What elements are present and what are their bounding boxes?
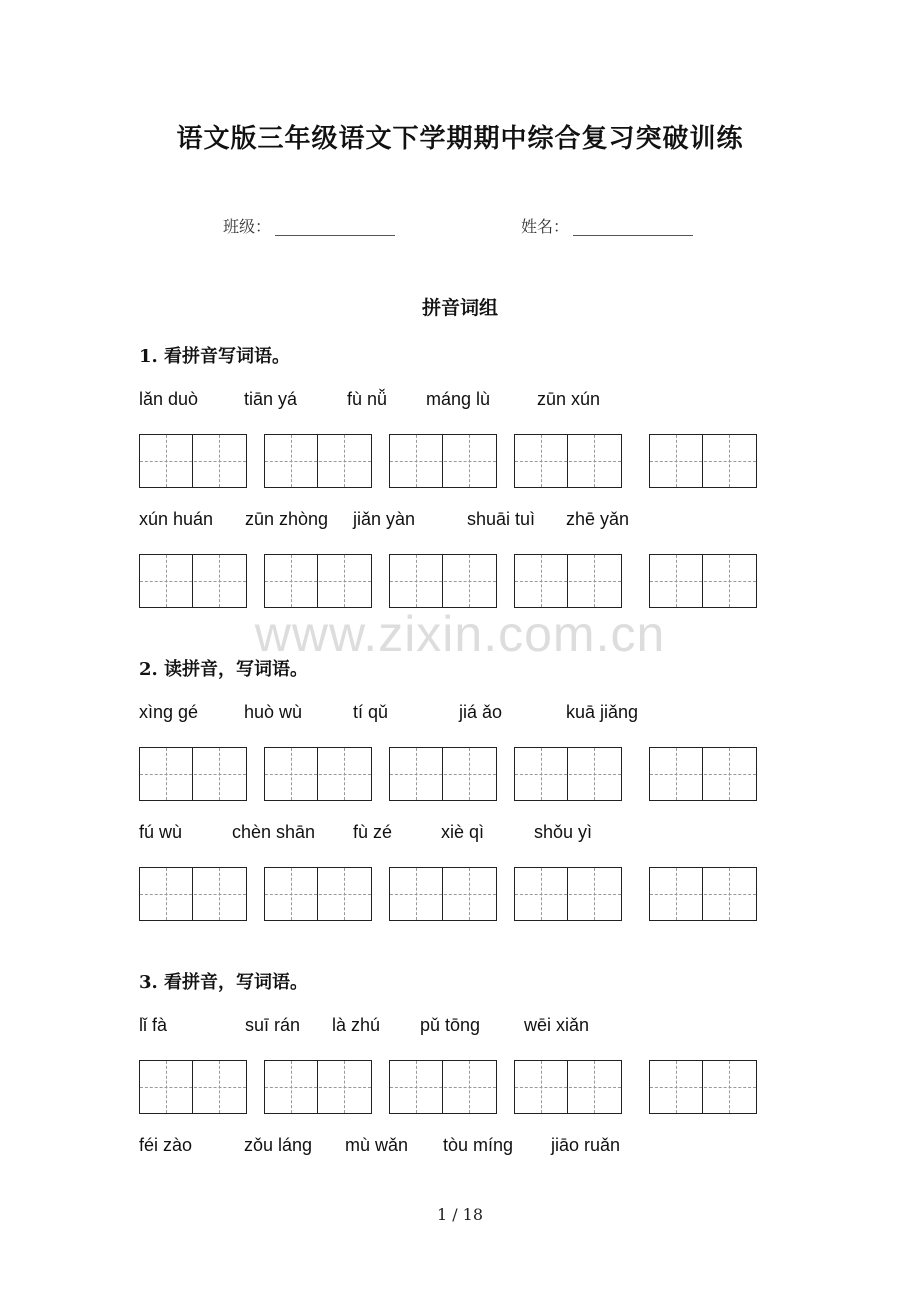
pinyin-word: chèn shān bbox=[232, 822, 316, 842]
page-number: 1 / 18 bbox=[436, 1205, 484, 1224]
pinyin-word: jiá ǎo bbox=[459, 702, 503, 722]
pinyin-word: mù wǎn bbox=[345, 1135, 409, 1155]
writing-box[interactable] bbox=[264, 434, 372, 488]
pinyin-word: wēi xiǎn bbox=[524, 1015, 590, 1035]
writing-box[interactable] bbox=[514, 434, 622, 488]
writing-box[interactable] bbox=[139, 867, 247, 921]
writing-box[interactable] bbox=[264, 747, 372, 801]
pinyin-word: tí qǔ bbox=[353, 702, 389, 722]
pinyin-word: tòu míng bbox=[443, 1135, 514, 1155]
class-label: 班级： bbox=[223, 217, 272, 236]
writing-box[interactable] bbox=[389, 554, 497, 608]
pinyin-word: lǐ fà bbox=[139, 1015, 168, 1035]
section-title: 拼音词组 bbox=[421, 297, 498, 319]
pinyin-word: xiè qì bbox=[441, 822, 485, 842]
pinyin-word: jiāo ruǎn bbox=[551, 1135, 621, 1155]
pinyin-word: suī rán bbox=[245, 1015, 301, 1035]
pinyin-word: zūn xún bbox=[537, 389, 601, 409]
class-field bbox=[223, 214, 395, 237]
pinyin-word: tiān yá bbox=[244, 389, 298, 409]
writing-box[interactable] bbox=[649, 867, 757, 921]
writing-box[interactable] bbox=[389, 867, 497, 921]
name-label: 姓名： bbox=[521, 217, 570, 236]
writing-box[interactable] bbox=[139, 747, 247, 801]
writing-box[interactable] bbox=[139, 554, 247, 608]
writing-box[interactable] bbox=[649, 554, 757, 608]
pinyin-word: jiǎn yàn bbox=[353, 509, 416, 529]
writing-box[interactable] bbox=[649, 434, 757, 488]
writing-grid-row bbox=[139, 554, 759, 608]
pinyin-word: fú wù bbox=[139, 822, 183, 842]
writing-box[interactable] bbox=[514, 747, 622, 801]
writing-box[interactable] bbox=[264, 867, 372, 921]
pinyin-word: shuāi tuì bbox=[467, 509, 536, 529]
document-title: 语文版三年级语文下学期期中综合复习突破训练 bbox=[176, 124, 744, 154]
student-info bbox=[0, 214, 920, 240]
writing-box[interactable] bbox=[139, 1060, 247, 1114]
pinyin-word: pǔ tōng bbox=[420, 1015, 481, 1035]
pinyin-word: zǒu láng bbox=[244, 1135, 313, 1155]
pinyin-row bbox=[139, 1015, 779, 1041]
pinyin-word: féi zào bbox=[139, 1135, 193, 1155]
pinyin-word: huò wù bbox=[244, 702, 303, 722]
name-field bbox=[521, 214, 693, 237]
pinyin-row bbox=[139, 509, 779, 535]
writing-grid-row bbox=[139, 747, 759, 801]
pinyin-word: là zhú bbox=[332, 1015, 381, 1035]
pinyin-word: fù zé bbox=[353, 822, 393, 842]
question-3-label: 3. 看拼音，写词语。 bbox=[139, 972, 309, 993]
pinyin-row bbox=[139, 822, 779, 848]
name-blank[interactable] bbox=[573, 221, 693, 236]
pinyin-word: xún huán bbox=[139, 509, 214, 529]
pinyin-word: fù nǚ bbox=[347, 389, 388, 409]
pinyin-word: zhē yǎn bbox=[566, 509, 630, 529]
pinyin-word: zūn zhòng bbox=[245, 509, 329, 529]
writing-box[interactable] bbox=[264, 554, 372, 608]
pinyin-word: xìng gé bbox=[139, 702, 199, 722]
pinyin-word: máng lù bbox=[426, 389, 491, 409]
writing-box[interactable] bbox=[514, 867, 622, 921]
watermark: www.zixin.com.cn bbox=[254, 606, 666, 662]
writing-grid-row bbox=[139, 434, 759, 488]
writing-box[interactable] bbox=[389, 747, 497, 801]
writing-box[interactable] bbox=[514, 554, 622, 608]
writing-box[interactable] bbox=[389, 1060, 497, 1114]
pinyin-row bbox=[139, 1135, 779, 1161]
writing-box[interactable] bbox=[649, 1060, 757, 1114]
writing-box[interactable] bbox=[649, 747, 757, 801]
pinyin-word: shǒu yì bbox=[534, 822, 593, 842]
writing-grid-row bbox=[139, 867, 759, 921]
writing-box[interactable] bbox=[514, 1060, 622, 1114]
writing-box[interactable] bbox=[264, 1060, 372, 1114]
writing-box[interactable] bbox=[389, 434, 497, 488]
writing-box[interactable] bbox=[139, 434, 247, 488]
class-blank[interactable] bbox=[275, 221, 395, 236]
writing-grid-row bbox=[139, 1060, 759, 1114]
pinyin-word: lǎn duò bbox=[139, 389, 199, 409]
question-2-label: 2. 读拼音，写词语。 bbox=[139, 659, 309, 680]
pinyin-word: kuā jiǎng bbox=[566, 702, 639, 722]
pinyin-row bbox=[139, 389, 779, 415]
pinyin-row bbox=[139, 702, 779, 728]
question-1-label: 1. 看拼音写词语。 bbox=[139, 346, 291, 367]
